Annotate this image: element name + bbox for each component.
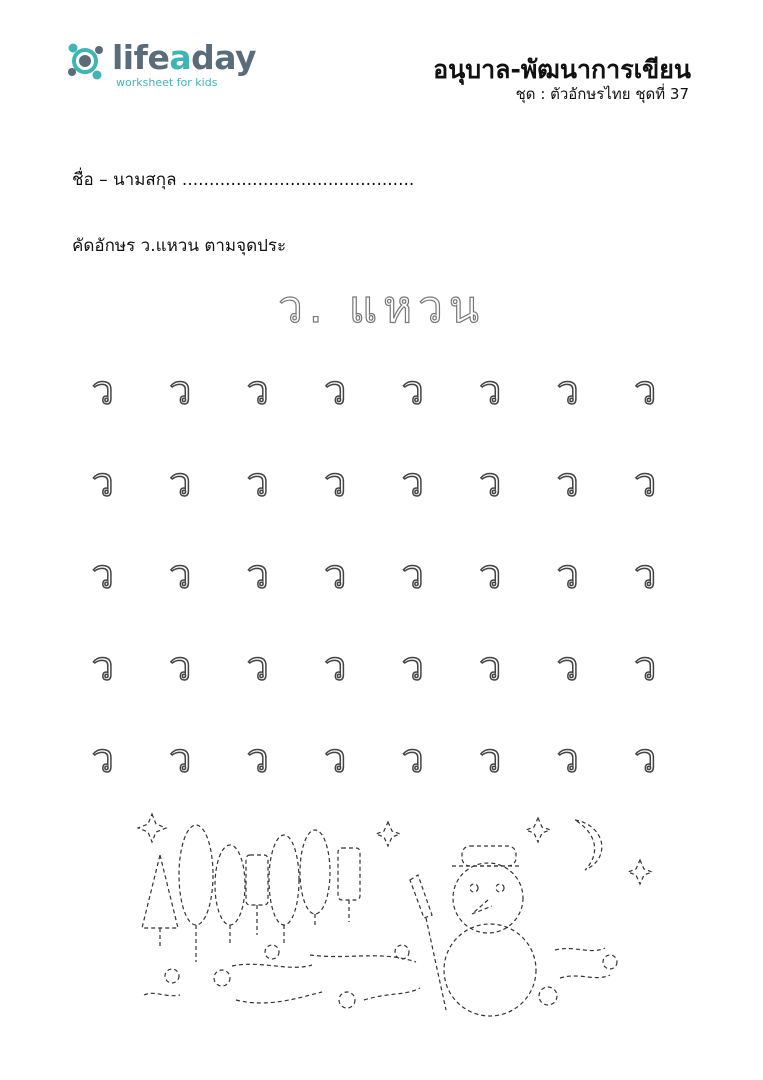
logo-molecule-icon <box>62 38 108 84</box>
trace-letter-cell: ว <box>401 736 424 782</box>
trace-letter-cell: ว <box>324 368 347 414</box>
trace-letter-cell: ว <box>634 552 657 598</box>
tree-icon <box>338 848 360 922</box>
page-title: อนุบาล-พัฒนาการเขียน <box>433 55 691 84</box>
trace-letter-cell: ว <box>634 644 657 690</box>
moon-icon <box>575 820 602 870</box>
trace-letter-cell: ว <box>556 644 579 690</box>
trace-letter-cell: ว <box>324 460 347 506</box>
trace-letter-cell: ว <box>479 552 502 598</box>
page-subtitle: ชุด : ตัวอักษรไทย ชุดที่ 37 <box>515 85 689 103</box>
trace-letter-cell: ว <box>169 552 192 598</box>
tree-icon <box>300 830 330 928</box>
trace-letter-cell: ว <box>401 552 424 598</box>
example-word: ว. แหวน <box>278 282 485 333</box>
tree-icon <box>269 835 299 945</box>
trace-letter-cell: ว <box>169 736 192 782</box>
trace-letter-cell: ว <box>556 368 579 414</box>
trace-letter-cell: ว <box>556 736 579 782</box>
trace-letter-cell: ว <box>169 368 192 414</box>
trace-letter-cell: ว <box>246 552 269 598</box>
trace-letter-cell: ว <box>556 552 579 598</box>
logo-word-accent: a <box>169 38 192 77</box>
trace-letter-cell: ว <box>246 736 269 782</box>
trace-letter-cell: ว <box>246 368 269 414</box>
sparkle-icon <box>376 822 400 846</box>
trace-letter-cell: ว <box>91 736 114 782</box>
trace-letter-cell: ว <box>91 644 114 690</box>
trace-letter-cell: ว <box>91 368 114 414</box>
trace-letter-cell: ว <box>246 644 269 690</box>
sparkle-icon <box>138 814 166 842</box>
trace-letter-cell: ว <box>169 460 192 506</box>
brand-logo <box>62 36 257 92</box>
tree-icon <box>142 855 178 948</box>
trace-letter-cell: ว <box>324 552 347 598</box>
tree-icon <box>215 845 245 945</box>
logo-word-part-2: day <box>191 38 257 77</box>
logo-tagline: worksheet for kids <box>116 76 218 89</box>
snow-ground <box>144 945 617 1008</box>
trace-letter-cell: ว <box>479 644 502 690</box>
trace-letter-cell: ว <box>401 644 424 690</box>
sparkle-icon <box>526 818 550 842</box>
trace-letter-cell: ว <box>479 736 502 782</box>
tracing-grid <box>64 352 684 812</box>
sparkle-icon <box>628 860 652 884</box>
trace-letter-cell: ว <box>246 460 269 506</box>
trace-letter-cell: ว <box>324 644 347 690</box>
tree-icon <box>179 825 213 962</box>
logo-wordmark <box>112 38 256 77</box>
trace-letter-cell: ว <box>169 644 192 690</box>
logo-word-part-1: life <box>112 38 170 77</box>
trace-letter-cell: ว <box>479 460 502 506</box>
snowman-icon <box>444 846 536 1016</box>
trace-letter-cell: ว <box>401 368 424 414</box>
trace-letter-cell: ว <box>479 368 502 414</box>
trace-letter-cell: ว <box>556 460 579 506</box>
trace-letter-cell: ว <box>91 460 114 506</box>
trace-letter-cell: ว <box>91 552 114 598</box>
coloring-illustration <box>0 800 763 1030</box>
trace-letter-cell: ว <box>634 460 657 506</box>
tree-icon <box>246 855 268 935</box>
name-field-line: ชื่อ – นามสกุล ........................................... <box>72 170 415 190</box>
trace-letter-cell: ว <box>634 736 657 782</box>
trace-letter-cell: ว <box>401 460 424 506</box>
instruction-text: คัดอักษร ว.แหวน ตามจุดประ <box>72 236 287 256</box>
trace-letter-cell: ว <box>634 368 657 414</box>
trace-letter-cell: ว <box>324 736 347 782</box>
